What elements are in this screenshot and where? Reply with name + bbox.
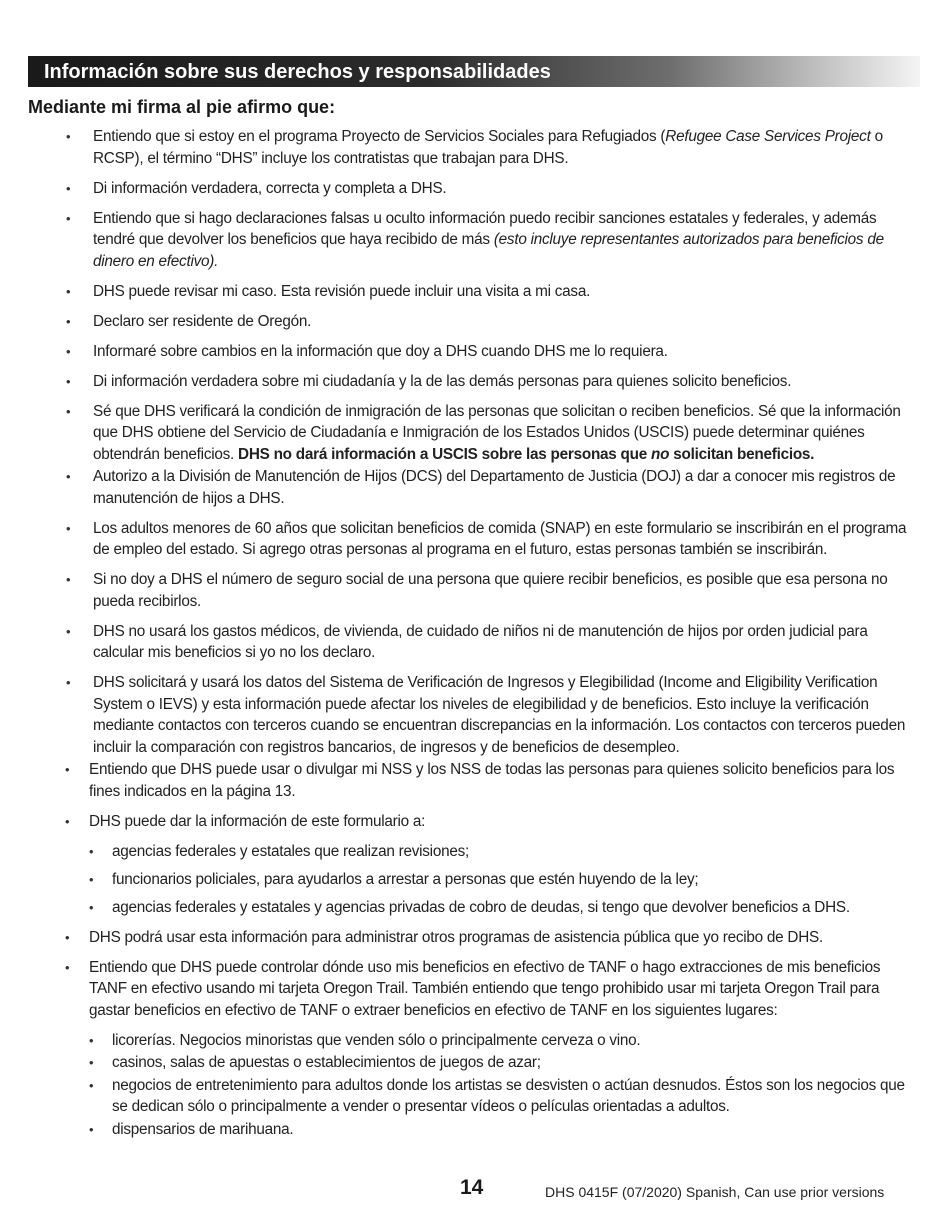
- list-item: • Informaré sobre cambios en la información que doy a DHS cuando DHS me lo requiera.: [93, 341, 915, 363]
- section-title: Información sobre sus derechos y responsabilidades: [44, 61, 551, 83]
- sub-list-item: • dispensarios de marihuana.: [112, 1119, 915, 1141]
- list-item: • Los adultos menores de 60 años que solicitan beneficios de comida (SNAP) en este formulario se inscribirán en el programa de empleo del estado. Si agrego otras personas al programa en el futuro, estas personas también se inscribirán.: [93, 518, 915, 561]
- list-item: • Sé que DHS verificará la condición de inmigración de las personas que solicitan o reciben beneficios. Sé que la información que DHS obtiene del Servicio de Ciudadanía e Inmigración de los Estados Unidos (USCIS) puede determinar quiénes obtendrán beneficios. DHS no dará información a USCIS sobre las personas que no solicitan beneficios.: [93, 401, 915, 466]
- list-item: • Entiendo que si estoy en el programa Proyecto de Servicios Sociales para Refugiados (Refugee Case Services Project o RCSP), el término “DHS” incluye los contratistas que trabajan para DHS.: [93, 126, 915, 169]
- sub-list-item: • agencias federales y estatales que realizan revisiones;: [112, 841, 915, 863]
- sub-list-item: • licorerías. Negocios minoristas que venden sólo o principalmente cerveza o vino.: [112, 1030, 915, 1052]
- form-code: DHS 0415F (07/2020) Spanish, Can use prior versions: [545, 1184, 885, 1200]
- sub-list-item: • agencias federales y estatales y agencias privadas de cobro de deudas, si tengo que devolver beneficios a DHS.: [112, 897, 915, 919]
- affirmations-list: [0, 126, 950, 1141]
- list-item: • Declaro ser residente de Oregón.: [93, 311, 915, 333]
- list-item: • Di información verdadera sobre mi ciudadanía y la de las demás personas para quienes solicito beneficios.: [93, 371, 915, 393]
- section-header-bar: [28, 56, 920, 87]
- sub-list-item: • negocios de entretenimiento para adultos donde los artistas se desvisten o actúan desnudos. Éstos son los negocios que se dedican sólo o principalmente a vender o presentar vídeos o películas orientadas a adultos.: [112, 1075, 915, 1118]
- sub-list-item: • casinos, salas de apuestas o establecimientos de juegos de azar;: [112, 1052, 915, 1074]
- list-item: • DHS no usará los gastos médicos, de vivienda, de cuidado de niños ni de manutención de hijos por orden judicial para calcular mis beneficios si yo no los declaro.: [93, 621, 915, 664]
- list-item: • Autorizo a la División de Manutención de Hijos (DCS) del Departamento de Justicia (DOJ) a dar a conocer mis registros de manutención de hijos a DHS.: [93, 466, 915, 509]
- list-item: • Si no doy a DHS el número de seguro social de una persona que quiere recibir beneficios, es posible que esa persona no pueda recibirlos.: [93, 569, 915, 612]
- list-item: • Entiendo que DHS puede controlar dónde uso mis beneficios en efectivo de TANF o hago extracciones de mis beneficios TANF en efectivo usando mi tarjeta Oregon Trail. También entiendo que tengo prohibido usar mi tarjeta Oregon Trail para gastar beneficios en efectivo de TANF o extraer beneficios en efectivo de TANF en los siguientes lugares:: [89, 957, 915, 1022]
- list-item: • DHS solicitará y usará los datos del Sistema de Verificación de Ingresos y Elegibilidad (Income and Eligibility Verification System o IEVS) y esta información puede afectar los niveles de elegibilidad y de beneficios. Esto incluye la verificación mediante contactos con terceros cuando se encuentran discrepancias en la información. Los contactos con terceros pueden incluir la comparación con registros bancarios, de ingresos y de beneficios de desempleo.: [93, 672, 915, 758]
- list-item: • Entiendo que DHS puede usar o divulgar mi NSS y los NSS de todas las personas para quienes solicito beneficios para los fines indicados en la página 13.: [89, 759, 915, 802]
- list-item: • Entiendo que si hago declaraciones falsas u oculto información puedo recibir sanciones estatales y federales, y además tendré que devolver los beneficios que haya recibido de más (esto incluye representantes autorizados para beneficios de dinero en efectivo).: [93, 208, 915, 273]
- list-item: • Di información verdadera, correcta y completa a DHS.: [93, 178, 915, 200]
- list-item: • DHS puede revisar mi caso. Esta revisión puede incluir una visita a mi casa.: [93, 281, 915, 303]
- sub-list-item: • funcionarios policiales, para ayudarlos a arrestar a personas que estén huyendo de la ley;: [112, 869, 915, 891]
- page-number: 14: [460, 1176, 484, 1199]
- list-item: • DHS podrá usar esta información para administrar otros programas de asistencia pública que yo recibo de DHS.: [89, 927, 915, 949]
- list-item: • DHS puede dar la información de este formulario a:: [89, 811, 915, 833]
- intro-statement: Mediante mi firma al pie afirmo que:: [28, 97, 336, 117]
